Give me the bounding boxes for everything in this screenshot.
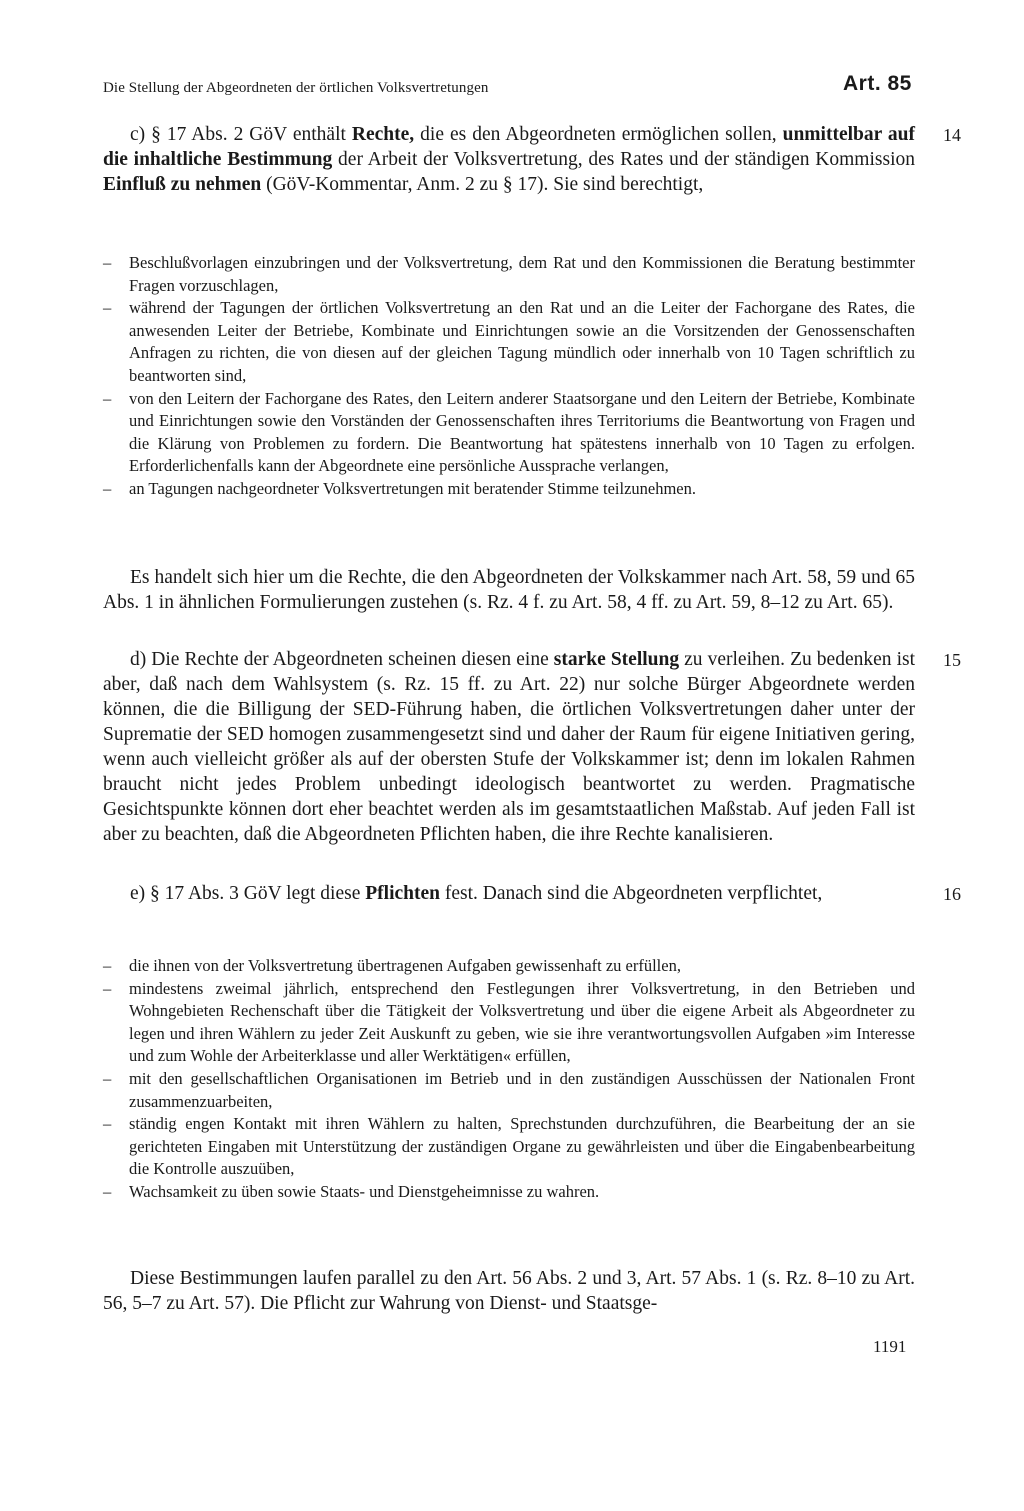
margin-number-14: 14 <box>943 125 961 145</box>
list-item: – die ihnen von der Volksvertretung übertragenen Aufgaben gewissenhaft zu erfüllen, <box>103 955 915 978</box>
list-item: – mit den gesellschaftlichen Organisationen im Betrieb und in den zuständigen Ausschüssen der Nationalen Front zusammenzuarbeiten, <box>103 1068 915 1113</box>
list-item: – während der Tagungen der örtlichen Volksvertretung an den Rat und an die Leiter der Fachorgane des Rates, die anwesenden Leiter der Betriebe, Kombinate und Einrichtungen sowie an die Vorsitzenden der Genossenschaften Anfragen zu richten, die von diesen auf der gleichen Tagung mündlich oder innerhalb von 10 Tagen schriftlich zu beantworten sind, <box>103 297 915 387</box>
emphasis-rechte: Rechte, <box>351 124 415 145</box>
duties-list <box>103 955 915 1204</box>
list-item: – Beschlußvorlagen einzubringen und der Volksvertretung, dem Rat und den Kommissionen die Beratung bestimmter Fragen vorzuschlagen, <box>103 252 915 297</box>
section-e-paragraph: e) § 17 Abs. 3 GöV legt diese Pflichten fest. Danach sind die Abgeordneten verpflichtet, <box>130 883 823 904</box>
paragraph-final: Diese Bestimmungen laufen parallel zu den Art. 56 Abs. 2 und 3, Art. 57 Abs. 1 (s. Rz. 8–10 zu Art. 56, 5–7 zu Art. 57). Die Pflicht zur Wahrung von Dienst- und Staatsge- <box>103 1268 915 1314</box>
rights-list-block <box>103 252 915 501</box>
list-item: – mindestens zweimal jährlich, entsprechend den Festlegungen ihrer Volksvertretung, in den Betrieben und Wohngebieten Rechenschaft über die Tätigkeit der Volksvertretung und über die eigene Arbeit als Abgeordneter zu legen und ihren Wählern zu jeder Zeit Auskunft zu geben, wie sie ihre verantwortungsvollen Aufgaben »im Interesse und zum Wohle der Arbeiterklasse und aller Werktätigen« erfüllen, <box>103 978 915 1068</box>
emphasis-einfluss: Einfluß zu nehmen <box>103 174 262 195</box>
rights-list <box>103 252 915 501</box>
list-item: – von den Leitern der Fachorgane des Rates, den Leitern anderer Staatsorgane und den Leitern der Betriebe, Kombinate und Einrichtungen sowie den Vorständen der Genossenschaften ihres Territoriums die Beantwortung von Fragen und die Klärung von Problemen zu fordern. Die Beantwortung hat spätestens innerhalb von 10 Tagen zu erfolgen. Erforderlichenfalls kann der Abgeordnete eine persönliche Aussprache verlangen, <box>103 388 915 478</box>
paragraph-rights-comparison: Es handelt sich hier um die Rechte, die den Abgeordneten der Volkskammer nach Art. 58, 59 und 65 Abs. 1 in ähnlichen Formulierungen zustehen (s. Rz. 4 f. zu Art. 58, 4 ff. zu Art. 59, 8–12 zu Art. 65). <box>103 567 915 613</box>
section-c <box>103 122 915 197</box>
emphasis-starke-stellung: starke Stellung <box>553 649 680 670</box>
list-item: – Wachsamkeit zu üben sowie Staats- und Dienstgeheimnisse zu wahren. <box>103 1181 915 1204</box>
list-item: – ständig engen Kontakt mit ihren Wählern zu halten, Sprechstunden durchzuführen, die Bearbeitung der an sie gerichteten Eingaben mit Unterstützung der zuständigen Organe zu gewährleisten und über die Eingabenbearbeitung die Kontrolle auszuüben, <box>103 1113 915 1181</box>
section-c-paragraph: c) § 17 Abs. 2 GöV enthält Rechte, die es den Abgeordneten ermöglichen sollen, unmittelbar auf die inhaltliche Bestimmung der Arbeit der Volksvertretung, des Rates und der ständigen Kommission Einfluß zu nehmen (GöV-Kommentar, Anm. 2 zu § 17). Sie sind berechtigt, <box>103 124 915 195</box>
list-item: – an Tagungen nachgeordneter Volksvertretungen mit beratender Stimme teilzunehmen. <box>103 478 915 501</box>
section-e <box>103 881 915 906</box>
article-label: Art. 85 <box>843 72 912 95</box>
page-number: 1191 <box>873 1337 907 1356</box>
emphasis-bestimmung: unmittelbar auf die inhaltliche Bestimmung <box>103 124 915 170</box>
margin-number-16: 16 <box>943 884 961 904</box>
duties-list-block <box>103 955 915 1204</box>
emphasis-pflichten: Pflichten <box>365 883 440 904</box>
section-d <box>103 647 915 847</box>
margin-number-15: 15 <box>943 650 961 670</box>
section-d-paragraph: d) Die Rechte der Abgeordneten scheinen diesen eine starke Stellung zu verleihen. Zu bedenken ist aber, daß nach dem Wahlsystem (s. Rz. 15 ff. zu Art. 22) nur solche Bürger Abgeordnete werden können, die die Billigung der SED-Führung haben, die örtlichen Volksvertretungen daher unter der Suprematie der SED homogen zusammengesetzt sind und daher der Raum für eigene Initiativen gering, wenn auch vielleicht größer als auf der obersten Stufe der Volkskammer ist; denn im lokalen Rahmen braucht nicht jedes Problem unbedingt ideologisch beantwortet zu werden. Pragmatische Gesichtspunkte können dort eher beachtet werden als im gesamtstaatlichen Maßstab. Auf jeden Fall ist aber zu beachten, daß die Abgeordneten Pflichten haben, die ihre Rechte kanalisieren. <box>103 649 915 845</box>
running-head: Die Stellung der Abgeordneten der örtlichen Volksvertretungen <box>103 80 489 96</box>
